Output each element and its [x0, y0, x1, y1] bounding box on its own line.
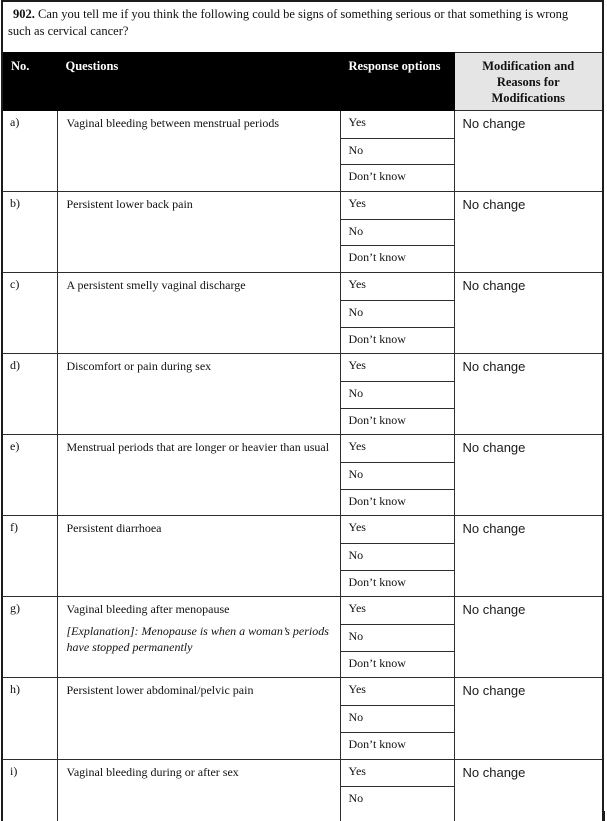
response-option: Yes [348, 601, 366, 616]
question-text: Vaginal bleeding during or after sex [66, 764, 239, 779]
modification-cell: No change [454, 111, 602, 192]
question-number: 902. [13, 7, 35, 21]
response-options-cell [340, 516, 454, 597]
question-text: Persistent lower back pain [66, 197, 193, 212]
question-cell [57, 759, 340, 821]
question-cell [57, 273, 340, 354]
response-option: No [341, 543, 454, 570]
response-option: Don’t know [341, 489, 454, 516]
row-letter: f) [3, 516, 57, 597]
table-row [3, 516, 602, 597]
modification-cell: No change [454, 678, 602, 759]
col-header-modification: Modification and Reasons for Modifications [454, 53, 602, 111]
question-intro [1, 0, 604, 52]
question-intro-text [8, 6, 592, 40]
modifications-table-wrapper [1, 52, 604, 821]
response-options-cell [340, 192, 454, 273]
table-row [3, 192, 602, 273]
modification-cell: No change [454, 354, 602, 435]
table-row [3, 273, 602, 354]
row-letter: e) [3, 435, 57, 516]
question-text: Persistent lower abdominal/pelvic pain [66, 683, 254, 698]
response-option: No [341, 624, 454, 651]
response-option: No [341, 786, 454, 813]
response-option: No [341, 705, 454, 732]
question-cell [57, 678, 340, 759]
page-edge-line [603, 811, 605, 821]
question-text: A persistent smelly vaginal discharge [66, 278, 246, 293]
response-option: No [341, 300, 454, 327]
question-explanation: [Explanation]: Menopause is when a woman’s periods have stopped permanently [66, 624, 329, 655]
question-cell [57, 111, 340, 192]
page-content [1, 0, 604, 821]
response-options-cell [340, 354, 454, 435]
response-option: Yes [348, 682, 366, 697]
response-options-cell [340, 597, 454, 678]
table-row [3, 678, 602, 759]
response-option: Yes [348, 277, 366, 292]
response-option: No [341, 219, 454, 246]
row-letter: a) [3, 111, 57, 192]
question-text: Can you tell me if you think the following could be signs of something serious or that something is wrong such as cervical cancer? [8, 7, 569, 38]
row-letter: g) [3, 597, 57, 678]
response-option: No [341, 462, 454, 489]
question-cell [57, 597, 340, 678]
row-letter: b) [3, 192, 57, 273]
table-row [3, 111, 602, 192]
response-options-cell [340, 435, 454, 516]
response-option: Yes [348, 358, 366, 373]
response-option: Don’t know [341, 327, 454, 354]
row-letter: i) [3, 759, 57, 821]
modification-cell: No change [454, 516, 602, 597]
response-option: Yes [348, 115, 366, 129]
question-cell [57, 516, 340, 597]
col-header-response-options: Response options [340, 53, 454, 111]
table-header-row [3, 53, 602, 111]
question-text: Menstrual periods that are longer or heavier than usual [66, 440, 330, 455]
col-header-questions: Questions [57, 53, 340, 111]
response-option: Yes [348, 196, 366, 211]
response-option: Don’t know [341, 732, 454, 759]
table-row [3, 597, 602, 678]
response-option: Don’t know [341, 570, 454, 597]
col-header-no: No. [3, 53, 57, 111]
modification-cell: No change [454, 597, 602, 678]
table-row [3, 354, 602, 435]
response-options-cell [340, 759, 454, 821]
modifications-table [3, 52, 602, 821]
question-cell [57, 192, 340, 273]
response-option: No [341, 381, 454, 408]
response-options-cell [340, 273, 454, 354]
row-letter: h) [3, 678, 57, 759]
modification-cell: No change [454, 759, 602, 821]
response-option: Yes [348, 763, 366, 778]
response-option: Don’t know [341, 651, 454, 678]
row-letter: d) [3, 354, 57, 435]
question-text: Vaginal bleeding between menstrual periods [66, 116, 280, 130]
response-option: Don’t know [341, 408, 454, 435]
response-option: Don’t know [341, 164, 454, 191]
question-text: Discomfort or pain during sex [66, 359, 212, 374]
question-cell [57, 354, 340, 435]
question-text: Vaginal bleeding after menopause [66, 602, 230, 617]
modification-cell: No change [454, 273, 602, 354]
question-cell [57, 435, 340, 516]
table-row [3, 435, 602, 516]
response-option: Yes [348, 439, 366, 454]
response-option: No [341, 138, 454, 165]
table-body [3, 111, 602, 821]
response-option: Yes [348, 520, 366, 535]
modification-cell: No change [454, 192, 602, 273]
response-option: Don’t know [341, 245, 454, 272]
response-options-cell [340, 678, 454, 759]
modification-cell: No change [454, 435, 602, 516]
question-text: Persistent diarrhoea [66, 521, 162, 536]
table-row [3, 759, 602, 821]
row-letter: c) [3, 273, 57, 354]
response-options-cell [340, 111, 454, 192]
